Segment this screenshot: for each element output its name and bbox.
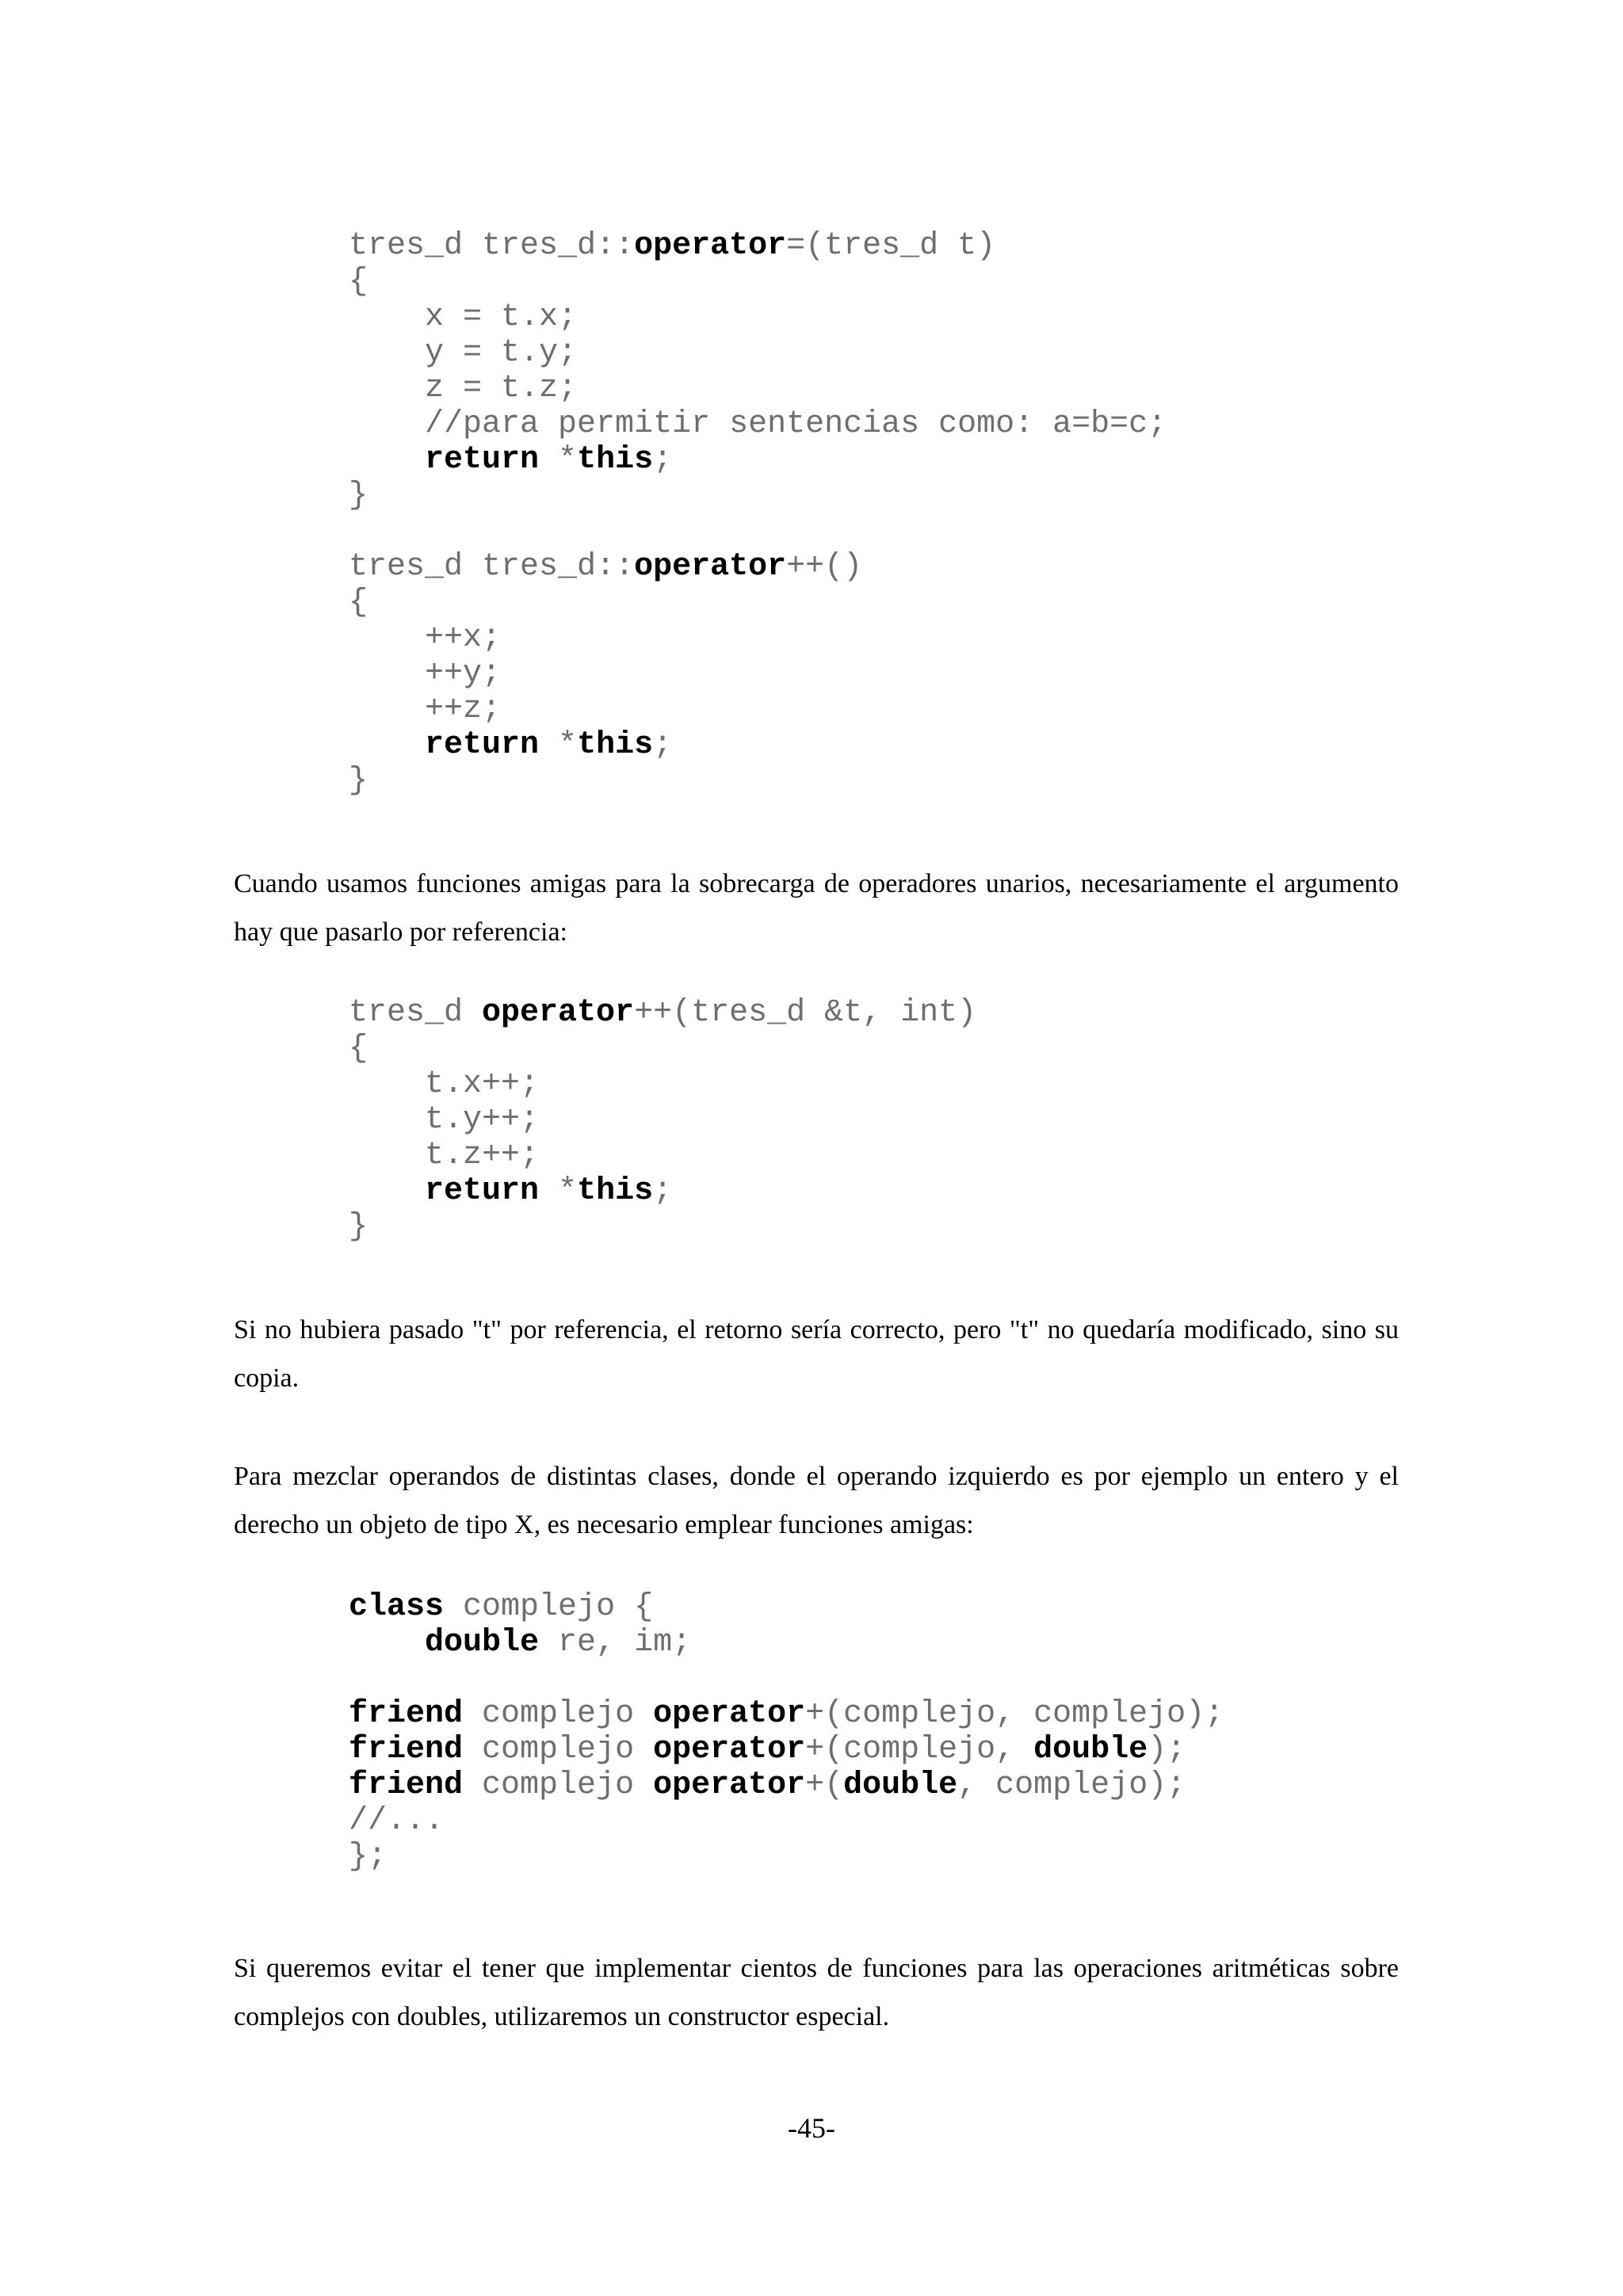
paragraph-mixed-operands: Para mezclar operandos de distintas clases, donde el operando izquierdo es por ejemplo un entero y el derecho un objeto de tipo X, es necesario emplear funciones amigas: bbox=[234, 1462, 1399, 1539]
code-text: , complejo); bbox=[957, 1768, 1186, 1803]
code-text: =(tres_d t) bbox=[786, 228, 996, 264]
code-line bbox=[349, 1138, 976, 1173]
code-keyword: operator bbox=[482, 995, 635, 1031]
code-line bbox=[349, 1589, 1224, 1625]
code-text: ++(tres_d &t, int) bbox=[634, 995, 977, 1031]
code-line bbox=[349, 513, 1167, 549]
code-text: tres_d tres_d:: bbox=[349, 549, 635, 585]
code-line bbox=[349, 549, 1167, 585]
code-text: t.z++; bbox=[349, 1138, 540, 1173]
code-text: { bbox=[349, 585, 369, 620]
code-block-friend-increment bbox=[349, 995, 976, 1245]
code-line bbox=[349, 1173, 976, 1209]
code-text: } bbox=[349, 1209, 369, 1245]
code-line bbox=[349, 1696, 1224, 1732]
code-text: t.x++; bbox=[349, 1066, 540, 1102]
page-number: -45- bbox=[788, 2112, 835, 2144]
code-text: t.y++; bbox=[349, 1102, 540, 1138]
code-text: ; bbox=[653, 1173, 673, 1209]
paragraph-friend-unary: Cuando usamos funciones amigas para la sobrecarga de operadores unarios, necesariamente el argumento hay que pasarlo por referencia: bbox=[234, 869, 1399, 947]
code-text: re, im; bbox=[539, 1625, 692, 1661]
code-line bbox=[349, 1768, 1224, 1803]
code-text: //para permitir sentencias como: a=b=c; bbox=[349, 406, 1167, 442]
code-keyword: friend bbox=[349, 1768, 464, 1803]
code-text: ++x; bbox=[349, 620, 502, 656]
code-keyword: operator bbox=[634, 228, 787, 264]
code-text: y = t.y; bbox=[349, 335, 578, 371]
code-line bbox=[349, 406, 1167, 442]
code-keyword: friend bbox=[349, 1696, 464, 1732]
code-text: //... bbox=[349, 1803, 445, 1839]
code-line bbox=[349, 299, 1167, 335]
code-keyword: return bbox=[425, 1173, 540, 1209]
code-block-complejo-class bbox=[349, 1589, 1224, 1875]
code-keyword: friend bbox=[349, 1732, 464, 1768]
code-line bbox=[349, 1625, 1224, 1661]
code-line bbox=[349, 585, 1167, 620]
code-line bbox=[349, 1732, 1224, 1768]
code-text: ; bbox=[653, 727, 673, 763]
code-keyword: class bbox=[349, 1589, 445, 1625]
code-text: complejo bbox=[463, 1768, 654, 1803]
paragraph-reference-note: Si no hubiera pasado "t" por referencia, el retorno sería correcto, pero "t" no quedaría modificado, sino su copia. bbox=[234, 1315, 1399, 1393]
code-text: } bbox=[349, 478, 369, 513]
code-text: +( bbox=[805, 1768, 844, 1803]
code-line bbox=[349, 692, 1167, 727]
code-line bbox=[349, 478, 1167, 513]
paragraph-special-constructor: Si queremos evitar el tener que implementar cientos de funciones para las operaciones aritméticas sobre complejos con doubles, utilizaremos un constructor especial. bbox=[234, 1954, 1399, 2031]
code-text: complejo { bbox=[444, 1589, 654, 1625]
code-text bbox=[349, 1173, 425, 1209]
code-line bbox=[349, 371, 1167, 406]
code-text bbox=[349, 442, 425, 478]
code-text: +(complejo, bbox=[805, 1732, 1034, 1768]
code-line bbox=[349, 727, 1167, 763]
code-text: * bbox=[539, 727, 578, 763]
code-keyword: double bbox=[843, 1768, 958, 1803]
code-text: }; bbox=[349, 1839, 388, 1875]
code-text: complejo bbox=[463, 1732, 654, 1768]
code-line bbox=[349, 1031, 976, 1066]
code-keyword: operator bbox=[653, 1768, 806, 1803]
code-keyword: return bbox=[425, 727, 540, 763]
code-line bbox=[349, 995, 976, 1031]
code-line bbox=[349, 763, 1167, 799]
code-line bbox=[349, 1661, 1224, 1696]
code-text: ++() bbox=[786, 549, 863, 585]
code-text: ); bbox=[1148, 1732, 1186, 1768]
code-line bbox=[349, 1102, 976, 1138]
code-text: tres_d tres_d:: bbox=[349, 228, 635, 264]
code-keyword: this bbox=[577, 727, 654, 763]
code-text: * bbox=[539, 1173, 578, 1209]
code-text: ++y; bbox=[349, 656, 502, 692]
code-line bbox=[349, 1209, 976, 1245]
code-line bbox=[349, 620, 1167, 656]
code-text: x = t.x; bbox=[349, 299, 578, 335]
code-text bbox=[349, 727, 425, 763]
code-keyword: this bbox=[577, 442, 654, 478]
code-line bbox=[349, 335, 1167, 371]
code-line bbox=[349, 1066, 976, 1102]
code-line bbox=[349, 442, 1167, 478]
code-text: { bbox=[349, 1031, 369, 1066]
code-text: ++z; bbox=[349, 692, 502, 727]
code-block-operator-assign-increment bbox=[349, 228, 1167, 799]
code-text bbox=[349, 1625, 425, 1661]
code-keyword: double bbox=[1033, 1732, 1148, 1768]
code-text: tres_d bbox=[349, 995, 483, 1031]
code-text: * bbox=[539, 442, 578, 478]
code-text: complejo bbox=[463, 1696, 654, 1732]
code-text: { bbox=[349, 264, 369, 299]
code-line bbox=[349, 228, 1167, 264]
code-line bbox=[349, 264, 1167, 299]
code-line bbox=[349, 656, 1167, 692]
code-keyword: double bbox=[425, 1625, 540, 1661]
code-text: +(complejo, complejo); bbox=[805, 1696, 1224, 1732]
code-keyword: operator bbox=[634, 549, 787, 585]
code-keyword: operator bbox=[653, 1732, 806, 1768]
code-keyword: return bbox=[425, 442, 540, 478]
code-text: } bbox=[349, 763, 369, 799]
code-line bbox=[349, 1839, 1224, 1875]
code-line bbox=[349, 1803, 1224, 1839]
code-keyword: operator bbox=[653, 1696, 806, 1732]
code-text: z = t.z; bbox=[349, 371, 578, 406]
code-keyword: this bbox=[577, 1173, 654, 1209]
code-text: ; bbox=[653, 442, 673, 478]
